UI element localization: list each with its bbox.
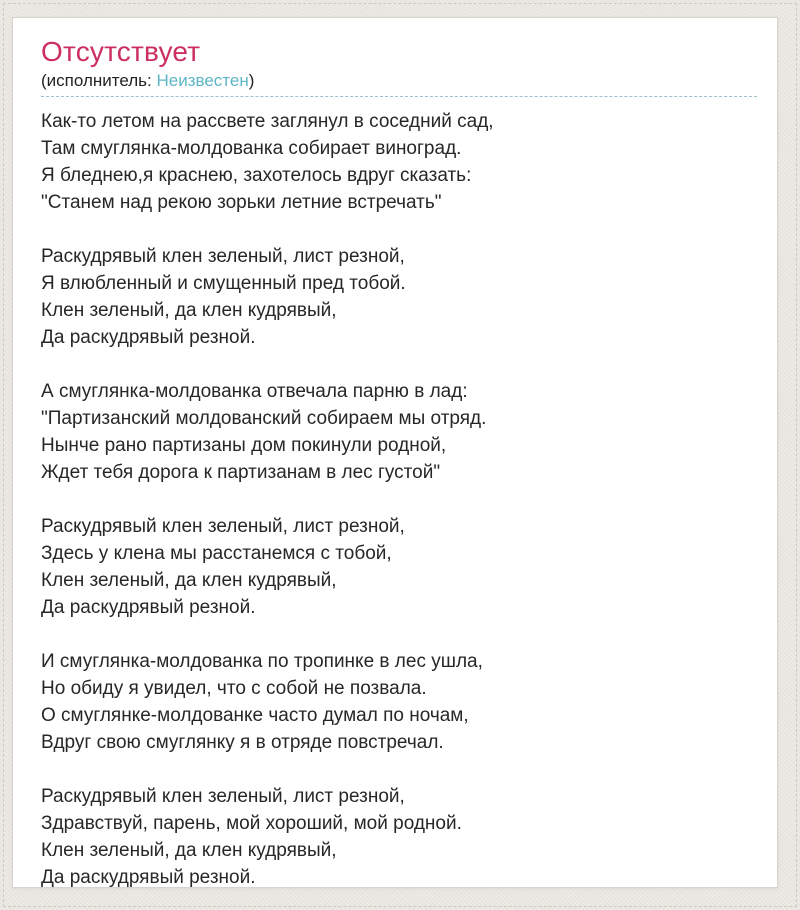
lyric-line: Да раскудрявый резной. — [41, 867, 256, 889]
stanza — [41, 378, 757, 486]
lyric-line: Вдруг свою смуглянку я в отряде повстречал. — [41, 732, 444, 754]
lyric-line: О смуглянке-молдованке часто думал по ночам, — [41, 705, 469, 727]
lyric-line: "Станем над рекою зорьки летние встречать" — [41, 192, 442, 214]
lyric-line: Клен зеленый, да клен кудрявый, — [41, 570, 337, 592]
artist-line — [41, 70, 757, 91]
stanza — [41, 108, 757, 216]
lyrics-text — [41, 108, 757, 891]
lyric-line: Там смуглянка-молдованка собирает виноград. — [41, 138, 462, 160]
artist-label-prefix: (исполнитель: — [41, 71, 157, 91]
lyric-line: Раскудрявый клен зеленый, лист резной, — [41, 786, 405, 808]
lyric-line: Здесь у клена мы расстанемся с тобой, — [41, 543, 392, 565]
page-title: Отсутствует — [41, 36, 201, 67]
lyric-line: "Партизанский молдованский собираем мы отряд. — [41, 408, 487, 430]
lyrics-card — [12, 17, 778, 888]
lyric-line: Раскудрявый клен зеленый, лист резной, — [41, 246, 405, 268]
stanza — [41, 648, 757, 756]
lyric-line: Я бледнею,я краснею, захотелось вдруг сказать: — [41, 165, 472, 187]
song-header — [41, 36, 757, 97]
artist-label-suffix: ) — [248, 71, 255, 91]
artist-link[interactable]: Неизвестен — [156, 71, 249, 91]
lyric-line: Клен зеленый, да клен кудрявый, — [41, 840, 337, 862]
lyric-line: Клен зеленый, да клен кудрявый, — [41, 300, 337, 322]
lyric-line: Я влюбленный и смущенный пред тобой. — [41, 273, 406, 295]
lyric-line: А смуглянка-молдованка отвечала парню в лад: — [41, 381, 468, 403]
lyric-line: Но обиду я увидел, что с собой не позвала. — [41, 678, 427, 700]
lyric-line: Нынче рано партизаны дом покинули родной, — [41, 435, 447, 457]
lyric-line: Да раскудрявый резной. — [41, 327, 256, 349]
lyric-line: Здравствуй, парень, мой хороший, мой родной. — [41, 813, 462, 835]
stanza — [41, 513, 757, 621]
stanza — [41, 783, 757, 891]
stanza — [41, 243, 757, 351]
lyric-line: Как-то летом на рассвете заглянул в соседний сад, — [41, 111, 494, 133]
lyric-line: И смуглянка-молдованка по тропинке в лес ушла, — [41, 651, 483, 673]
lyric-line: Раскудрявый клен зеленый, лист резной, — [41, 516, 405, 538]
lyric-line: Да раскудрявый резной. — [41, 597, 256, 619]
lyric-line: Ждет тебя дорога к партизанам в лес густой" — [41, 462, 441, 484]
